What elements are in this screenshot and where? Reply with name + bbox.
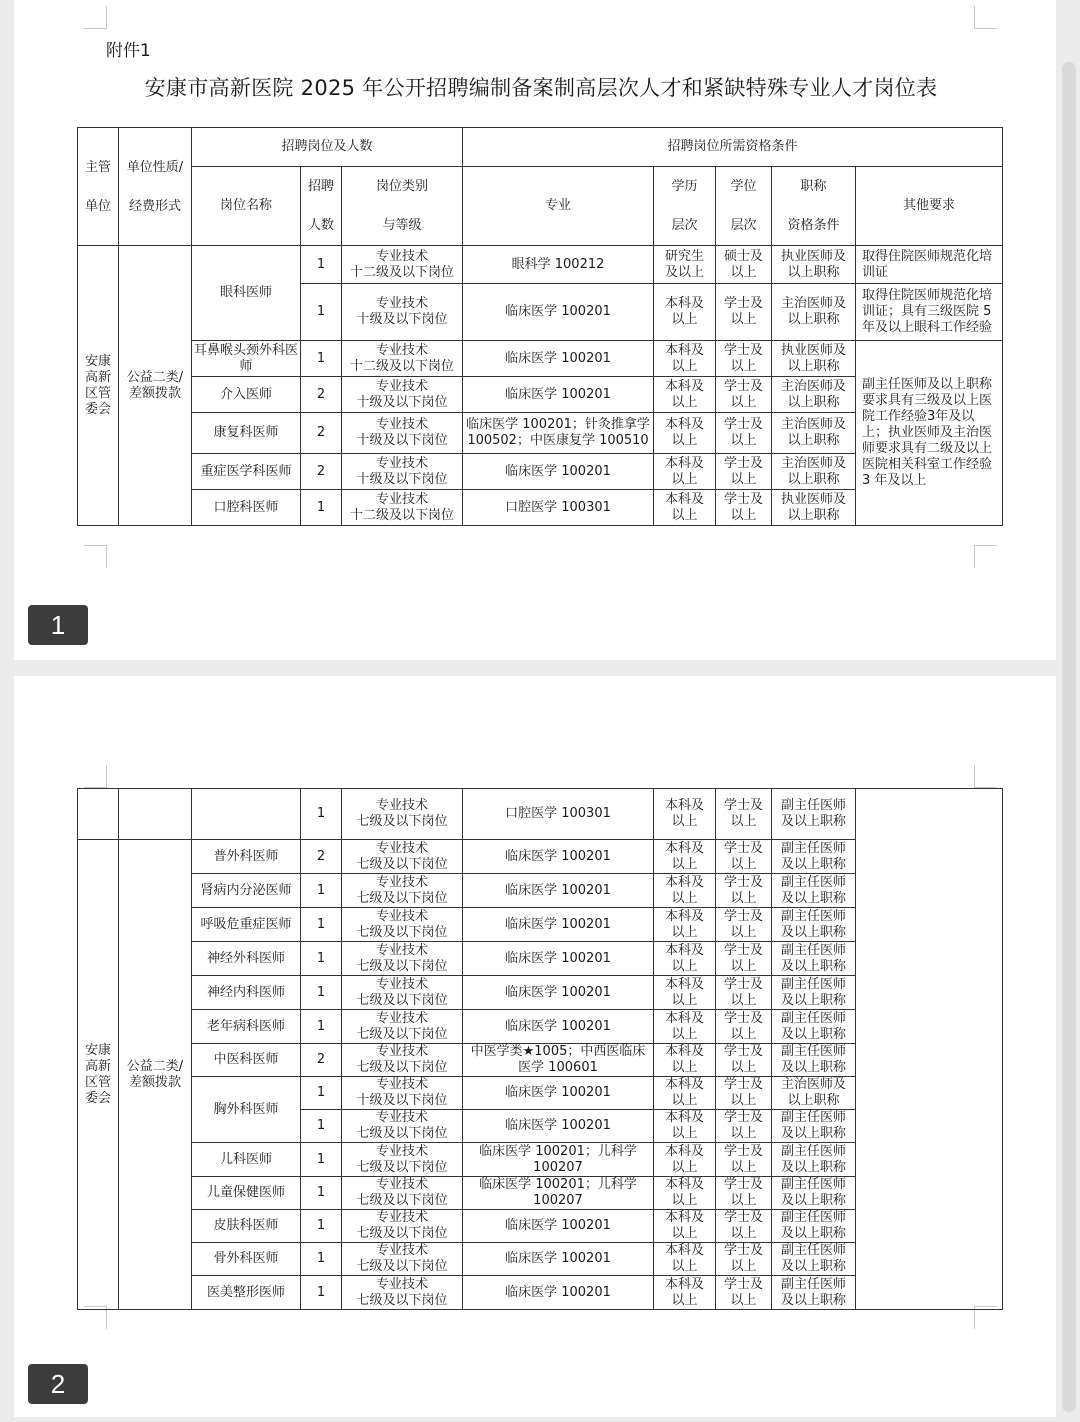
position-name: 口腔科医师 [192,490,301,526]
position-title: 副主任医师 及以上职称 [772,976,856,1010]
position-category: 专业技术 七级及以下岗位 [342,874,463,908]
position-degree: 学士及 以上 [716,840,772,874]
position-title: 副主任医师 及以上职称 [772,1177,856,1210]
position-education: 本科及 以上 [654,454,716,490]
position-name: 康复科医师 [192,413,301,454]
position-category: 专业技术 七级及以下岗位 [342,1143,463,1177]
position-major: 口腔医学 100301 [463,490,654,526]
position-name: 耳鼻喉头颈外科医师 [192,341,301,377]
attachment-label: 附件1 [106,41,151,61]
other-requirements-empty [856,789,1003,1310]
position-title: 副主任医师 及以上职称 [772,1044,856,1077]
unit-cell: 安康 高新 区管 委会 [78,840,119,1310]
position-education: 本科及 以上 [654,1143,716,1177]
position-degree: 学士及 以上 [716,454,772,490]
position-education: 本科及 以上 [654,341,716,377]
position-title: 主治医师及 以上职称 [772,413,856,454]
position-major: 临床医学 100201 [463,976,654,1010]
position-degree: 学士及 以上 [716,1210,772,1243]
table-row [78,789,1003,840]
position-count: 2 [301,377,342,413]
header-major: 专业 [463,167,654,246]
position-education: 本科及 以上 [654,413,716,454]
position-count: 1 [301,490,342,526]
position-count: 1 [301,942,342,976]
position-count: 1 [301,1110,342,1143]
position-count: 1 [301,1243,342,1276]
position-education: 本科及 以上 [654,789,716,840]
position-name: 老年病科医师 [192,1010,301,1044]
position-degree: 学士及 以上 [716,908,772,942]
position-count: 1 [301,284,342,341]
position-education: 本科及 以上 [654,1177,716,1210]
position-name: 神经内科医师 [192,976,301,1010]
position-title: 执业医师及 以上职称 [772,246,856,284]
position-degree: 学士及 以上 [716,976,772,1010]
position-major: 口腔医学 100301 [463,789,654,840]
position-category: 专业技术 七级及以下岗位 [342,942,463,976]
crop-mark [974,765,997,788]
position-title: 副主任医师 及以上职称 [772,1010,856,1044]
position-degree: 学士及 以上 [716,1010,772,1044]
position-name: 骨外科医师 [192,1243,301,1276]
position-category: 专业技术 七级及以下岗位 [342,1177,463,1210]
position-count: 2 [301,840,342,874]
position-degree: 学士及 以上 [716,942,772,976]
position-name: 介入医师 [192,377,301,413]
position-category: 专业技术 七级及以下岗位 [342,840,463,874]
header-other: 其他要求 [856,167,1003,246]
unit-cell: 安康 高新 区管 委会 [78,246,119,526]
position-education: 本科及 以上 [654,1077,716,1110]
position-name: 胸外科医师 [192,1077,301,1143]
position-title: 副主任医师 及以上职称 [772,1143,856,1177]
header-title-qualification: 职称 资格条件 [772,167,856,246]
position-name: 肾病内分泌医师 [192,874,301,908]
position-degree: 学士及 以上 [716,1276,772,1310]
position-degree: 学士及 以上 [716,284,772,341]
position-category: 专业技术 七级及以下岗位 [342,1210,463,1243]
position-count: 1 [301,1210,342,1243]
position-name: 中医科医师 [192,1044,301,1077]
position-major: 临床医学 100201 [463,1110,654,1143]
position-education: 本科及 以上 [654,1210,716,1243]
position-major: 临床医学 100201 [463,1210,654,1243]
table-row [78,341,1003,377]
position-degree: 学士及 以上 [716,1044,772,1077]
position-title: 副主任医师 及以上职称 [772,942,856,976]
position-major: 临床医学 100201 [463,1276,654,1310]
position-other: 取得住院医师规范化培训证；具有三级医院 5 年及以上眼科工作经验 [856,284,1003,341]
position-title: 执业医师及 以上职称 [772,490,856,526]
position-count: 1 [301,789,342,840]
position-category: 专业技术 十二级及以下岗位 [342,341,463,377]
header-degree: 学位 层次 [716,167,772,246]
position-title: 主治医师及 以上职称 [772,377,856,413]
position-category: 专业技术 十二级及以下岗位 [342,246,463,284]
position-education: 本科及 以上 [654,490,716,526]
position-category: 专业技术 七级及以下岗位 [342,1010,463,1044]
position-category: 专业技术 十二级及以下岗位 [342,490,463,526]
position-major: 临床医学 100201 [463,341,654,377]
crop-mark [84,545,107,568]
position-name: 普外科医师 [192,840,301,874]
position-name: 儿科医师 [192,1143,301,1177]
position-title: 副主任医师 及以上职称 [772,789,856,840]
position-education: 本科及 以上 [654,942,716,976]
merged-other-requirements: 副主任医师及以上职称要求具有三级及以上医院工作经验3年及以上；执业医师及主治医师要求具有二级及以上医院相关科室工作经验 3 年及以上 [856,341,1003,526]
position-count: 1 [301,1010,342,1044]
position-education: 本科及 以上 [654,1276,716,1310]
position-major: 临床医学 100201 [463,908,654,942]
position-count: 1 [301,908,342,942]
page-number-badge: 1 [28,605,88,645]
page-number-badge: 2 [28,1364,88,1404]
position-degree: 学士及 以上 [716,341,772,377]
position-category: 专业技术 十级及以下岗位 [342,284,463,341]
position-category: 专业技术 七级及以下岗位 [342,789,463,840]
position-name: 呼吸危重症医师 [192,908,301,942]
position-major: 临床医学 100201 [463,942,654,976]
position-name: 医美整形医师 [192,1276,301,1310]
position-category: 专业技术 十级及以下岗位 [342,454,463,490]
position-major: 临床医学 100201 [463,874,654,908]
position-title: 副主任医师 及以上职称 [772,1243,856,1276]
position-major: 临床医学 100201 [463,1077,654,1110]
position-title: 副主任医师 及以上职称 [772,874,856,908]
nature-cell: 公益二类/ 差额拨款 [119,246,192,526]
position-category: 专业技术 十级及以下岗位 [342,413,463,454]
position-count: 1 [301,976,342,1010]
crop-mark [974,6,997,29]
position-name: 皮肤科医师 [192,1210,301,1243]
position-degree: 学士及 以上 [716,1243,772,1276]
position-title: 主治医师及 以上职称 [772,454,856,490]
header-position-name: 岗位名称 [192,167,301,246]
position-degree: 学士及 以上 [716,1110,772,1143]
header-nature: 单位性质/ 经费形式 [119,128,192,246]
position-title: 副主任医师 及以上职称 [772,1210,856,1243]
crop-mark [974,545,997,568]
position-category: 专业技术 七级及以下岗位 [342,976,463,1010]
scrollbar[interactable] [1062,62,1076,1412]
position-education: 本科及 以上 [654,1044,716,1077]
position-category: 专业技术 七级及以下岗位 [342,1276,463,1310]
position-education: 本科及 以上 [654,1010,716,1044]
position-name: 眼科医师 [192,246,301,341]
position-degree: 硕士及 以上 [716,246,772,284]
position-title: 主治医师及 以上职称 [772,284,856,341]
position-count: 2 [301,454,342,490]
position-education: 本科及 以上 [654,908,716,942]
position-count: 1 [301,1077,342,1110]
position-education: 本科及 以上 [654,284,716,341]
position-category: 专业技术 十级及以下岗位 [342,1077,463,1110]
position-major: 临床医学 100201 [463,284,654,341]
position-education: 本科及 以上 [654,1243,716,1276]
position-major: 临床医学 100201；儿科学 100207 [463,1177,654,1210]
positions-table-page-1 [77,127,1003,526]
position-category: 专业技术 七级及以下岗位 [342,908,463,942]
position-name: 神经外科医师 [192,942,301,976]
position-major: 临床医学 100201 [463,840,654,874]
nature-cell: 公益二类/ 差额拨款 [119,840,192,1310]
position-major: 临床医学 100201；儿科学 100207 [463,1143,654,1177]
position-category: 专业技术 七级及以下岗位 [342,1243,463,1276]
position-major: 临床医学 100201 [463,1243,654,1276]
position-major: 临床医学 100201；针灸推拿学 100502；中医康复学 100510 [463,413,654,454]
position-degree: 学士及 以上 [716,413,772,454]
position-education: 本科及 以上 [654,377,716,413]
position-degree: 学士及 以上 [716,1143,772,1177]
position-name: 儿童保健医师 [192,1177,301,1210]
position-education: 本科及 以上 [654,976,716,1010]
crop-mark [84,765,107,788]
position-count: 1 [301,1177,342,1210]
position-degree: 学士及 以上 [716,1177,772,1210]
header-group-qualifications: 招聘岗位所需资格条件 [463,128,1003,167]
document-title: 安康市高新医院 2025 年公开招聘编制备案制高层次人才和紧缺特殊专业人才岗位表 [144,76,938,100]
position-major: 临床医学 100201 [463,1010,654,1044]
position-count: 1 [301,1143,342,1177]
position-major: 临床医学 100201 [463,377,654,413]
position-major: 眼科学 100212 [463,246,654,284]
crop-mark [84,6,107,29]
position-count: 1 [301,1276,342,1310]
position-education: 本科及 以上 [654,840,716,874]
position-education: 本科及 以上 [654,1110,716,1143]
position-major: 中医学类★1005；中西医临床医学 100601 [463,1044,654,1077]
position-category: 专业技术 七级及以下岗位 [342,1110,463,1143]
position-education: 研究生 及以上 [654,246,716,284]
header-education: 学历 层次 [654,167,716,246]
position-count: 2 [301,1044,342,1077]
position-count: 1 [301,341,342,377]
position-title: 副主任医师 及以上职称 [772,1276,856,1310]
position-count: 1 [301,874,342,908]
position-name [192,789,301,840]
position-category: 专业技术 十级及以下岗位 [342,377,463,413]
position-education: 本科及 以上 [654,874,716,908]
position-title: 执业医师及 以上职称 [772,341,856,377]
position-title: 主治医师及 以上职称 [772,1077,856,1110]
header-unit: 主管 单位 [78,128,119,246]
header-count: 招聘 人数 [301,167,342,246]
position-degree: 学士及 以上 [716,874,772,908]
position-title: 副主任医师 及以上职称 [772,1110,856,1143]
position-degree: 学士及 以上 [716,1077,772,1110]
position-count: 2 [301,413,342,454]
positions-table-page-2 [77,788,1003,1310]
position-degree: 学士及 以上 [716,490,772,526]
position-other: 取得住院医师规范化培训证 [856,246,1003,284]
position-degree: 学士及 以上 [716,789,772,840]
header-category: 岗位类别 与等级 [342,167,463,246]
position-name: 重症医学科医师 [192,454,301,490]
position-degree: 学士及 以上 [716,377,772,413]
position-count: 1 [301,246,342,284]
position-title: 副主任医师 及以上职称 [772,840,856,874]
unit-cell-continued [78,789,119,840]
position-category: 专业技术 七级及以下岗位 [342,1044,463,1077]
table-row [78,246,1003,284]
header-group-positions: 招聘岗位及人数 [192,128,463,167]
position-major: 临床医学 100201 [463,454,654,490]
position-title: 副主任医师 及以上职称 [772,908,856,942]
nature-cell-continued [119,789,192,840]
